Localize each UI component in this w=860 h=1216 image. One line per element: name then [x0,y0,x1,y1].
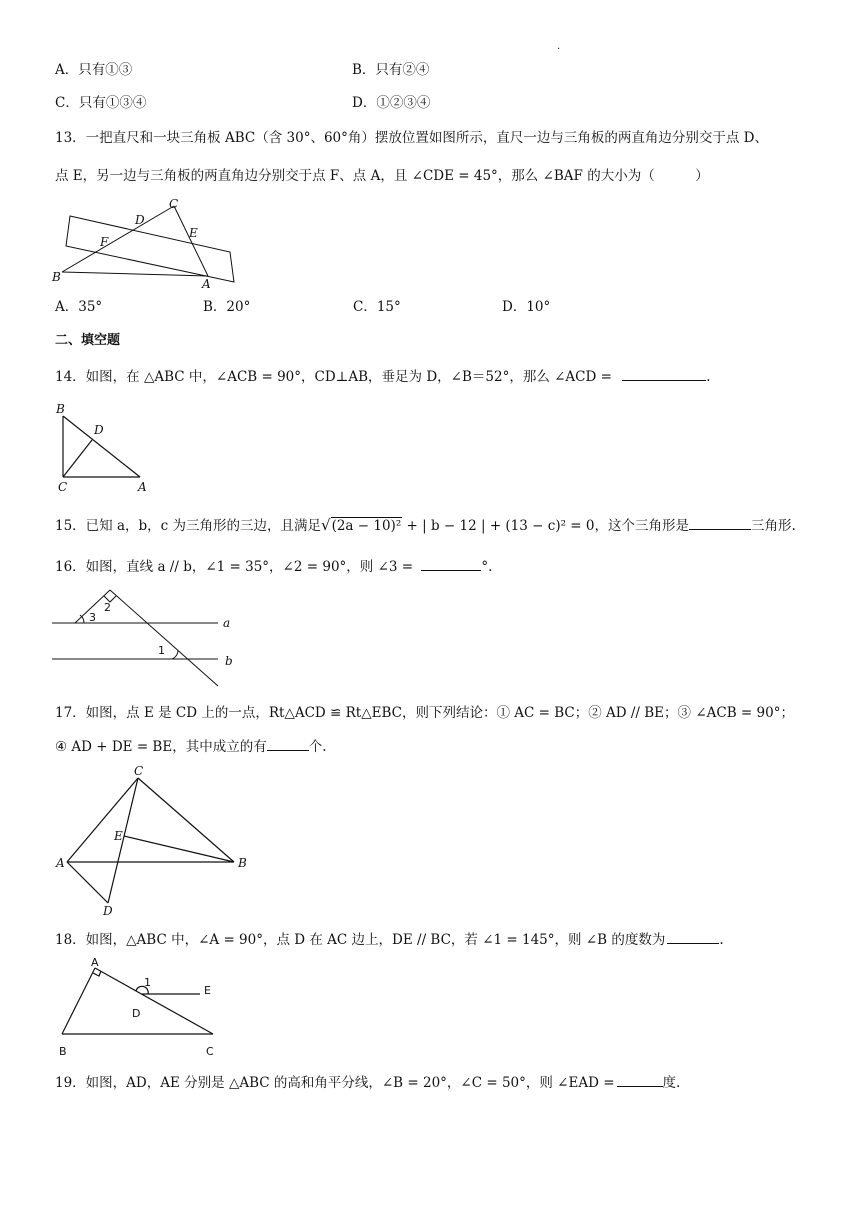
q19-answer-blank[interactable] [617,1072,663,1087]
q15-prefix: 15．已知 a，b，c 为三角形的三边，且满足 [55,518,322,534]
q13-label-e: E [189,226,198,240]
q19-question [55,1072,680,1093]
q12-option-a: A．只有①③ [55,62,133,78]
q13-label-f: F [100,235,109,249]
q14-label-a: A [138,480,147,494]
q17-label-d: D [103,904,113,918]
q14-text: 14．如图，在 △ABC 中，∠ACB = 90°，CD⊥AB，垂足为 D，∠B＝52°，那么 ∠ACD = [55,369,612,385]
section-title: 二、填空题 [55,333,121,348]
q17-label-a: A [56,856,65,870]
q13-label-d: D [135,213,145,227]
q15-suffix: 三角形. [750,518,796,534]
q13-label-c: C [169,197,179,211]
q15-question: 15．已知 a，b，c 为三角形的三边，且满足√(2a − 10)² + | b − 12 | + (13 − c)² = 0，这个三角形是 三角形. [55,516,796,534]
q16-label-3: 3 [89,611,96,624]
q12-option-c: C．只有①③④ [55,95,147,111]
q13-option-b: B．20° [203,299,251,315]
q13-option-d: D．10° [502,299,551,315]
q18-label-1: 1 [144,976,151,989]
q17-question-line1: 17．如图，点 E 是 CD 上的一点，Rt△ACD ≌ Rt△EBC，则下列结论：① AC = BC；② AD // BE；③ ∠ACB = 90°； [55,705,794,721]
q16-label-1: 1 [158,644,165,657]
q13-option-c: C．15° [353,299,401,315]
q14-end: . [706,369,711,385]
q14-label-b: B [56,402,65,416]
q19-text: 19．如图，AD，AE 分别是 △ABC 的高和角平分线，∠B = 20°，∠C = 50°，则 ∠EAD = [55,1075,615,1091]
q17-end: 个. [308,739,327,755]
q12-option-b: B．只有②④ [352,62,430,78]
q13-question-line1: 13．一把直尺和一块三角板 ABC（含 30°、60°角）摆放位置如图所示，直尺一边与三角板的两直角边分别交于点 D、 [55,130,768,146]
q18-label-b: B [59,1045,67,1058]
q16-label-2: 2 [104,601,111,614]
q15-rest: + | b − 12 | + (13 − c)² = 0，这个三角形是 [402,518,689,534]
q17-label-b: B [238,856,247,870]
q17-text: ④ AD + DE = BE，其中成立的有 [55,739,267,755]
q16-label-a: a [223,616,231,630]
q14-label-d: D [94,423,104,437]
q16-end: °. [481,559,493,575]
q17-label-e: E [114,829,123,843]
top-mark: · [557,44,561,55]
q13-label-b: B [52,270,61,284]
q18-end: . [719,932,724,948]
q18-label-a: A [91,956,99,969]
q18-label-c: C [206,1045,214,1058]
q18-label-e: E [204,984,211,997]
q13-question-line2: 点 E，另一边与三角板的两直角边分别交于点 F、点 A，且 ∠CDE = 45°，那么 ∠BAF 的大小为（ ） [55,168,709,184]
q17-label-c: C [134,764,144,778]
q19-end: 度. [662,1075,681,1091]
q18-label-d: D [132,1007,141,1020]
q18-text: 18．如图，△ABC 中，∠A = 90°，点 D 在 AC 边上，DE // BC，若 ∠1 = 145°，则 ∠B 的度数为 [55,932,666,948]
q14-label-c: C [58,480,68,494]
q12-option-d: D．①②③④ [352,95,431,111]
q16-text: 16．如图，直线 a // b，∠1 = 35°，∠2 = 90°，则 ∠3 = [55,559,414,575]
q13-option-a: A．35° [55,299,103,315]
q13-label-a: A [202,277,211,291]
q16-label-b: b [225,654,233,668]
q15-radicand: (2a − 10)² [331,518,402,534]
